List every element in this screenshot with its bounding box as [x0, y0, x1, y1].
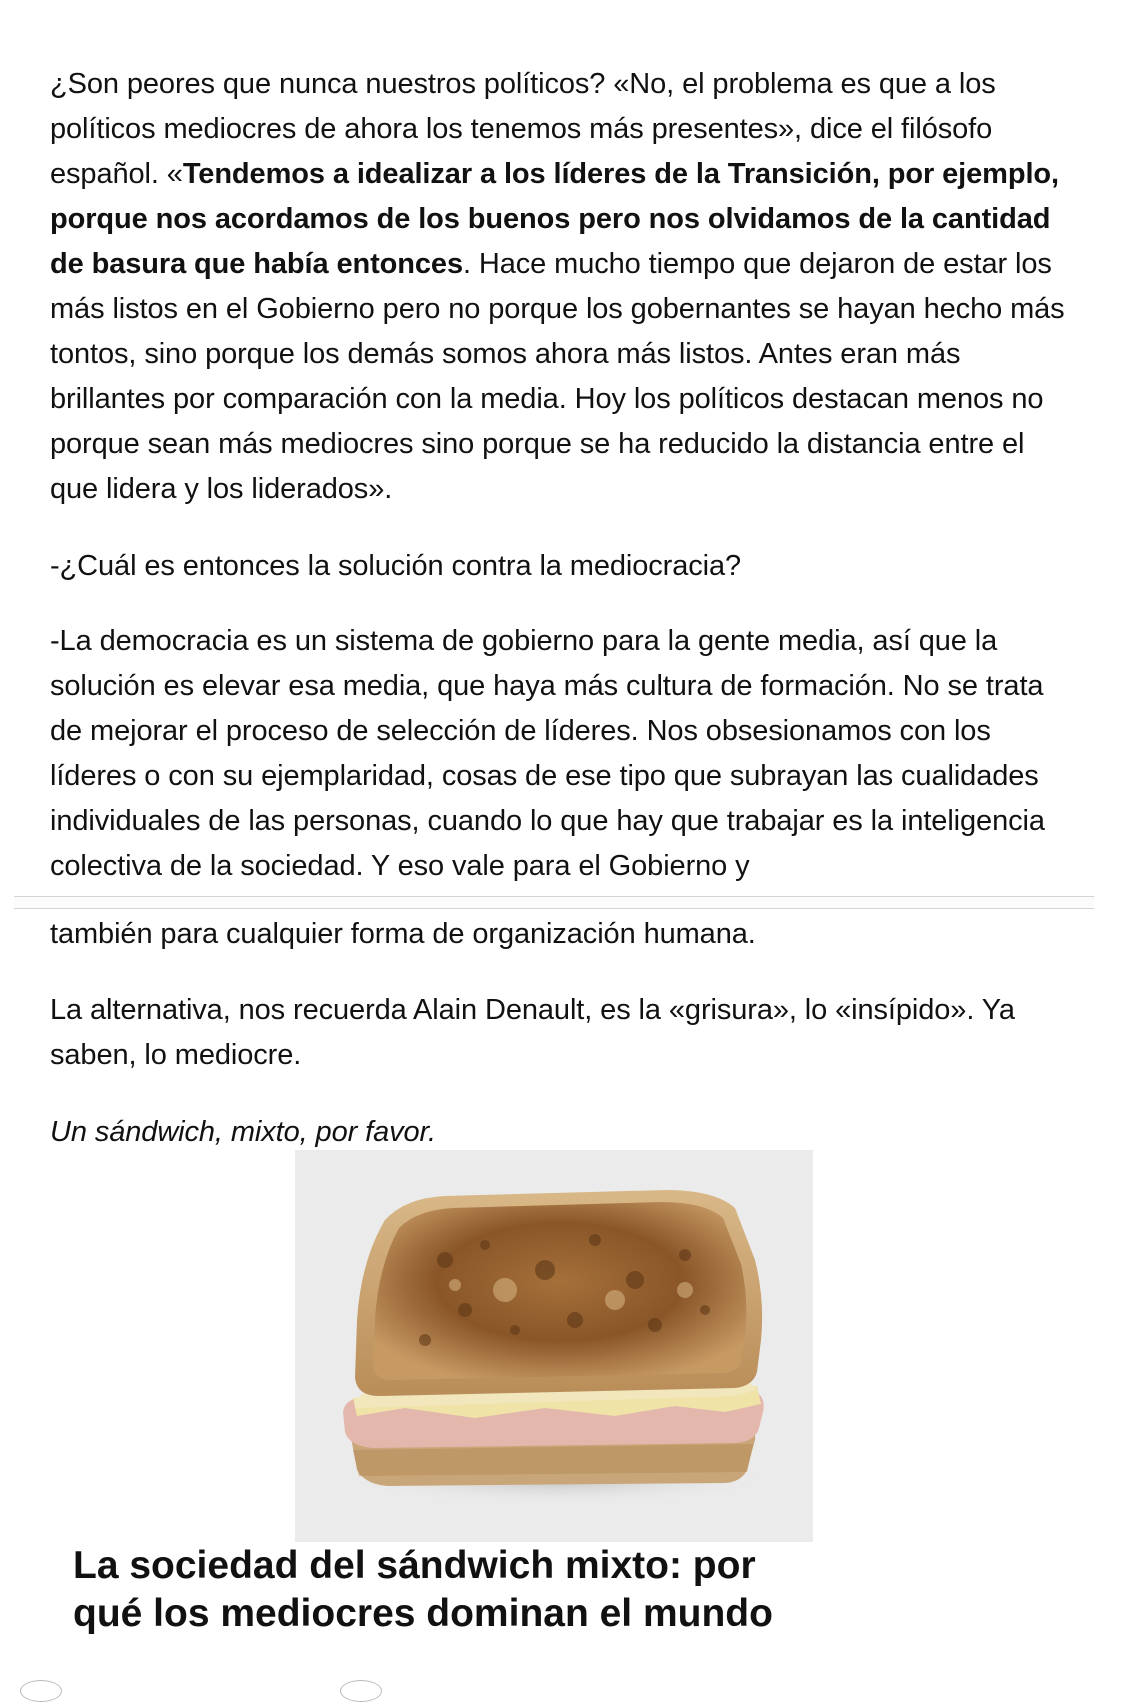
paragraph-6-italic: Un sándwich, mixto, por favor.: [50, 1116, 436, 1148]
article-paragraph-5: La alternativa, nos recuerda Alain Denault, es la «grisura», lo «insípido». Ya saben, lo mediocre.: [50, 994, 1015, 1071]
article-paragraph-1: [50, 62, 1080, 512]
partial-icon-right: [340, 1680, 382, 1702]
article-paragraph-3: -La democracia es un sistema de gobierno para la gente media, así que la solución es elevar esa media, que haya más cultura de formación. No se trata de mejorar el proceso de selección de líderes. Nos obsesionamos con los líderes o con su ejemplaridad, cosas de ese tipo que subrayan las cualidades individuales de las personas, cuando lo que hay que trabajar es la inteligencia colectiva de la sociedad. Y eso vale para el Gobierno y: [50, 625, 1045, 882]
article-paragraph-2: -¿Cuál es entonces la solución contra la mediocracia?: [50, 550, 742, 582]
sandwich-photo[interactable]: [295, 1150, 813, 1542]
paragraph-1-rest: . Hace mucho tiempo que dejaron de estar los más listos en el Gobierno pero no porque los gobernantes se hayan hecho más tontos, sino porque los demás somos ahora más listos. Antes eran más brillantes por comparación con la media. Hoy los políticos destacan menos no porque sean más mediocres sino porque se ha reducido la distancia entre el que lidera y los liderados».: [50, 248, 1065, 505]
paragraph-1-bold-quote: Tendemos a idealizar a los líderes de la Transición, por ejemplo, porque nos acordamos de los buenos pero nos olvidamos de la cantidad de basura que había entonces: [50, 158, 1059, 280]
page-break-divider: [14, 896, 1094, 909]
article-headline[interactable]: La sociedad del sándwich mixto: por qué los mediocres dominan el mundo: [73, 1544, 773, 1635]
sandwich-illustration: [295, 1150, 813, 1542]
article-paragraph-6: [50, 1110, 1080, 1155]
article-paragraph-4: también para cualquier forma de organización humana.: [50, 918, 756, 950]
paragraph-1-intro: ¿Son peores que nunca nuestros políticos? «No, el problema es que a los políticos mediocres de ahora los tenemos más presentes», dice el filósofo español. «: [50, 68, 996, 190]
partial-icon-left: [20, 1680, 62, 1702]
